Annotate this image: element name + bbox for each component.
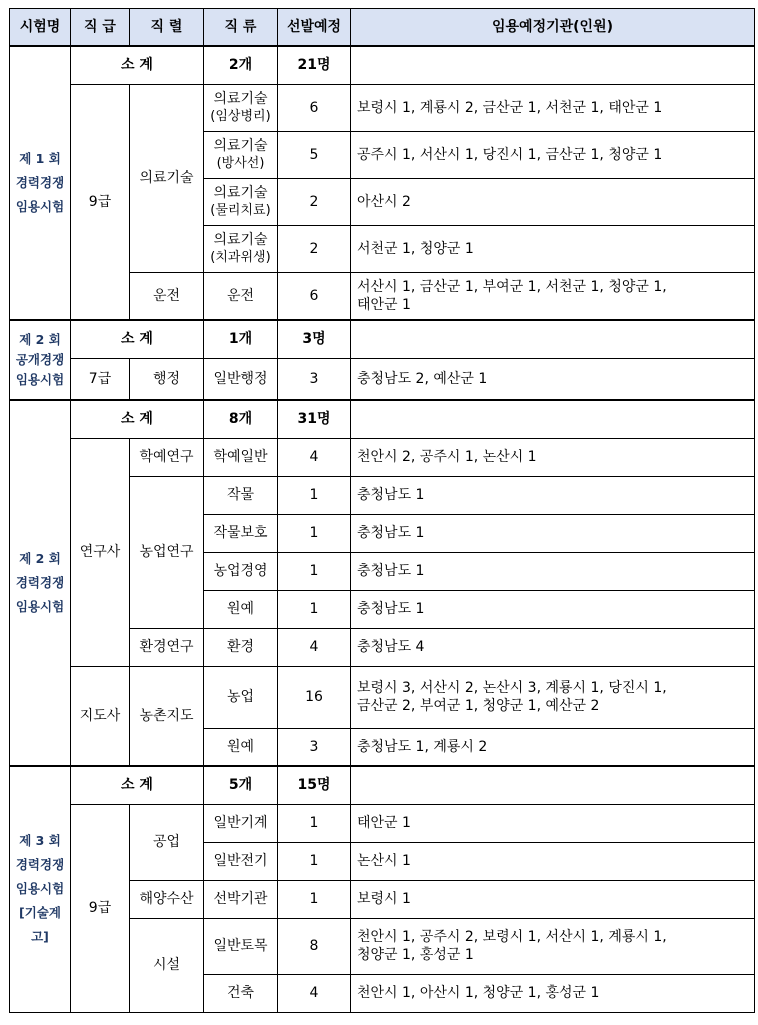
- header-grade: 직 급: [71, 9, 130, 47]
- institution-cell: 충청남도 4: [351, 628, 755, 666]
- planned-cell: 16: [278, 666, 351, 728]
- planned-cell: 5: [278, 131, 351, 178]
- table-row: [10, 84, 755, 131]
- series-cell: 해양수산: [130, 880, 204, 918]
- kind-cell: 운전: [204, 272, 278, 320]
- institution-cell: 서산시 1, 금산군 1, 부여군 1, 서천군 1, 청양군 1, 태안군 1: [351, 272, 755, 320]
- kind-cell: 의료기술 (물리치료): [204, 178, 278, 225]
- series-cell: 농촌지도: [130, 666, 204, 766]
- series-cell: 공업: [130, 804, 204, 880]
- series-cell: 농업연구: [130, 476, 204, 628]
- planned-cell: 6: [278, 272, 351, 320]
- exam1-subtotal-row: [10, 46, 755, 84]
- kind-cell: 농업경영: [204, 552, 278, 590]
- table-row: [10, 666, 755, 728]
- header-kind: 직 류: [204, 9, 278, 47]
- planned-cell: 4: [278, 438, 351, 476]
- series-cell: 시설: [130, 918, 204, 1012]
- series-cell: 학예연구: [130, 438, 204, 476]
- exam1-grade: 9급: [71, 84, 130, 320]
- institution-cell: 보령시 1: [351, 880, 755, 918]
- exam2open-subtotal-count: 1개: [204, 320, 278, 358]
- planned-cell: 4: [278, 974, 351, 1012]
- kind-cell: 일반행정: [204, 358, 278, 400]
- planned-cell: 4: [278, 628, 351, 666]
- exam3-grade: 9급: [71, 804, 130, 1012]
- exam3-subtotal-people: 15명: [278, 766, 351, 804]
- planned-cell: 2: [278, 225, 351, 272]
- grade-researcher: 연구사: [71, 438, 130, 666]
- exam2open-subtotal-people: 3명: [278, 320, 351, 358]
- institution-cell: 천안시 1, 아산시 1, 청양군 1, 홍성군 1: [351, 974, 755, 1012]
- institution-cell: 충청남도 1: [351, 476, 755, 514]
- kind-cell: 일반전기: [204, 842, 278, 880]
- kind-cell: 일반토목: [204, 918, 278, 974]
- planned-cell: 2: [278, 178, 351, 225]
- exam3-subtotal-count: 5개: [204, 766, 278, 804]
- planned-cell: 1: [278, 552, 351, 590]
- recruitment-table: [9, 8, 755, 1013]
- institution-cell: 보령시 1, 계룡시 2, 금산군 1, 서천군 1, 태안군 1: [351, 84, 755, 131]
- kind-cell: 건축: [204, 974, 278, 1012]
- kind-cell: 선박기관: [204, 880, 278, 918]
- series-cell: 환경연구: [130, 628, 204, 666]
- kind-cell: 의료기술 (치과위생): [204, 225, 278, 272]
- institution-cell: 공주시 1, 서산시 1, 당진시 1, 금산군 1, 청양군 1: [351, 131, 755, 178]
- exam3-subtotal-label: 소 계: [71, 766, 204, 804]
- header-exam: 시험명: [10, 9, 71, 47]
- institution-cell: 아산시 2: [351, 178, 755, 225]
- series-cell: 운전: [130, 272, 204, 320]
- header-row: [10, 9, 755, 47]
- kind-cell: 의료기술 (임상병리): [204, 84, 278, 131]
- exam2career-subtotal-people: 31명: [278, 400, 351, 438]
- exam2career-subtotal-count: 8개: [204, 400, 278, 438]
- institution-cell: 충청남도 1: [351, 514, 755, 552]
- exam1-subtotal-count: 2개: [204, 46, 278, 84]
- exam1-name: 제 1 회 경력경쟁 임용시험: [10, 46, 71, 320]
- institution-cell: 논산시 1: [351, 842, 755, 880]
- planned-cell: 1: [278, 590, 351, 628]
- exam1-subtotal-label: 소 계: [71, 46, 204, 84]
- exam2career-name: 제 2 회 경력경쟁 임용시험: [10, 400, 71, 766]
- kind-cell: 작물보호: [204, 514, 278, 552]
- institution-cell: 충청남도 1, 계룡시 2: [351, 728, 755, 766]
- header-series: 직 렬: [130, 9, 204, 47]
- exam3-name: 제 3 회 경력경쟁 임용시험 [기술계고]: [10, 766, 71, 1012]
- planned-cell: 8: [278, 918, 351, 974]
- grade-guide: 지도사: [71, 666, 130, 766]
- table-row: [10, 804, 755, 842]
- kind-cell: 의료기술 (방사선): [204, 131, 278, 178]
- kind-cell: 학예일반: [204, 438, 278, 476]
- institution-cell: 서천군 1, 청양군 1: [351, 225, 755, 272]
- planned-cell: 3: [278, 728, 351, 766]
- institution-cell: 충청남도 2, 예산군 1: [351, 358, 755, 400]
- kind-cell: 농업: [204, 666, 278, 728]
- exam1-subtotal-people: 21명: [278, 46, 351, 84]
- grade-cell: 7급: [71, 358, 130, 400]
- planned-cell: 1: [278, 804, 351, 842]
- planned-cell: 6: [278, 84, 351, 131]
- exam1-series-medical: 의료기술: [130, 84, 204, 272]
- series-cell: 행정: [130, 358, 204, 400]
- kind-cell: 일반기계: [204, 804, 278, 842]
- planned-cell: 1: [278, 476, 351, 514]
- kind-cell: 작물: [204, 476, 278, 514]
- exam2open-name: 제 2 회 공개경쟁 임용시험: [10, 320, 71, 400]
- institution-cell: 천안시 2, 공주시 1, 논산시 1: [351, 438, 755, 476]
- planned-cell: 1: [278, 880, 351, 918]
- institution-cell: 태안군 1: [351, 804, 755, 842]
- table-row: [10, 438, 755, 476]
- planned-cell: 1: [278, 514, 351, 552]
- header-institutions: 임용예정기관(인원): [351, 9, 755, 47]
- kind-cell: 환경: [204, 628, 278, 666]
- kind-cell: 원예: [204, 590, 278, 628]
- planned-cell: 3: [278, 358, 351, 400]
- planned-cell: 1: [278, 842, 351, 880]
- exam3-subtotal-row: [10, 766, 755, 804]
- exam2open-subtotal-label: 소 계: [71, 320, 204, 358]
- institution-cell: 보령시 3, 서산시 2, 논산시 3, 계룡시 1, 당진시 1, 금산군 2, 부여군 1, 청양군 1, 예산군 2: [351, 666, 755, 728]
- institution-cell: 충청남도 1: [351, 552, 755, 590]
- kind-cell: 원예: [204, 728, 278, 766]
- institution-cell: 충청남도 1: [351, 590, 755, 628]
- header-planned: 선발예정: [278, 9, 351, 47]
- exam2career-subtotal-row: [10, 400, 755, 438]
- exam2career-subtotal-label: 소 계: [71, 400, 204, 438]
- table-row: [10, 358, 755, 400]
- institution-cell: 천안시 1, 공주시 2, 보령시 1, 서산시 1, 계룡시 1, 청양군 1, 홍성군 1: [351, 918, 755, 974]
- exam2open-subtotal-row: [10, 320, 755, 358]
